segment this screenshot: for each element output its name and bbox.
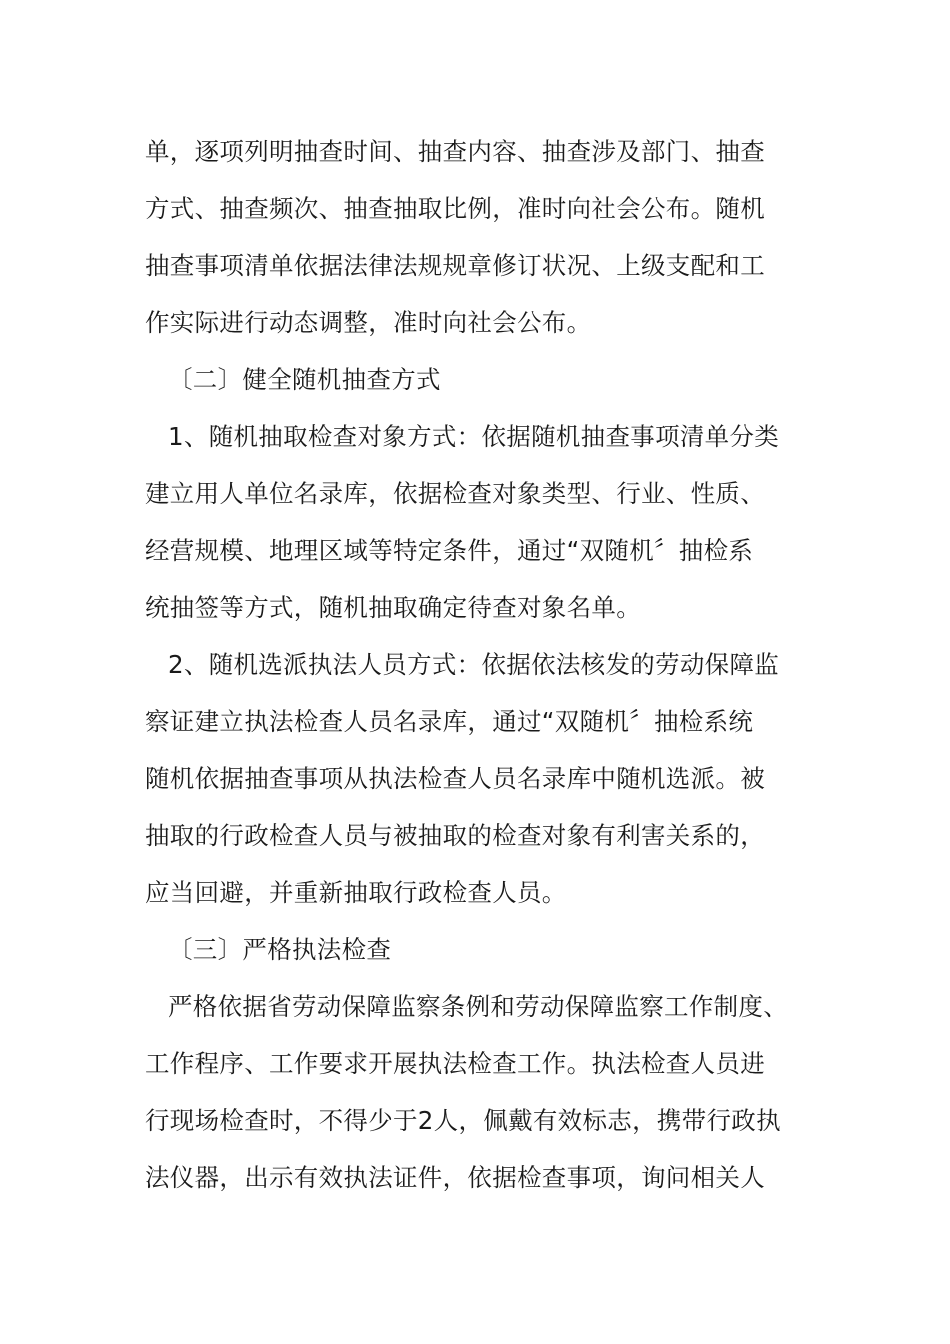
paragraph-line: 抽取的行政检查人员与被抽取的检查对象有利害关系的， [145,821,765,850]
paragraph-line: 工作程序、工作要求开展执法检查工作。执法检查人员进 [145,1049,765,1078]
paragraph-line: 抽查事项清单依据法律法规规章修订状况、上级支配和工 [145,251,765,280]
paragraph-line: 方式、抽查频次、抽查抽取比例，准时向社会公布。随机 [145,194,765,223]
paragraph-line: 法仪器，出示有效执法证件，依据检查事项，询问相关人 [145,1163,765,1192]
paragraph-line: 统抽签等方式，随机抽取确定待查对象名单。 [145,593,641,622]
paragraph-line: 经营规模、地理区域等特定条件，通过“双随机〞抽检系 [145,536,754,565]
paragraph-line: 2、随机选派执法人员方式：依据依法核发的劳动保障监 [168,650,780,679]
paragraph-line: 察证建立执法检查人员名录库，通过“双随机〞抽检系统 [145,707,754,736]
paragraph-line: 行现场检查时，不得少于2人，佩戴有效标志，携带行政执 [145,1106,781,1135]
paragraph-line: 建立用人单位名录库，依据检查对象类型、行业、性质、 [145,479,765,508]
section-heading: 〔三〕严格执法检查 [168,935,392,964]
paragraph-line: 应当回避，并重新抽取行政检查人员。 [145,878,567,907]
paragraph-line: 随机依据抽查事项从执法检查人员名录库中随机选派。被 [145,764,765,793]
paragraph-line: 1、随机抽取检查对象方式：依据随机抽查事项清单分类 [168,422,780,451]
paragraph-line: 作实际进行动态调整，准时向社会公布。 [145,308,592,337]
paragraph-line: 单，逐项列明抽查时间、抽查内容、抽查涉及部门、抽查 [145,137,765,166]
paragraph-line: 严格依据省劳动保障监察条例和劳动保障监察工作制度、 [168,992,788,1021]
section-heading: 〔二〕健全随机抽查方式 [168,365,441,394]
